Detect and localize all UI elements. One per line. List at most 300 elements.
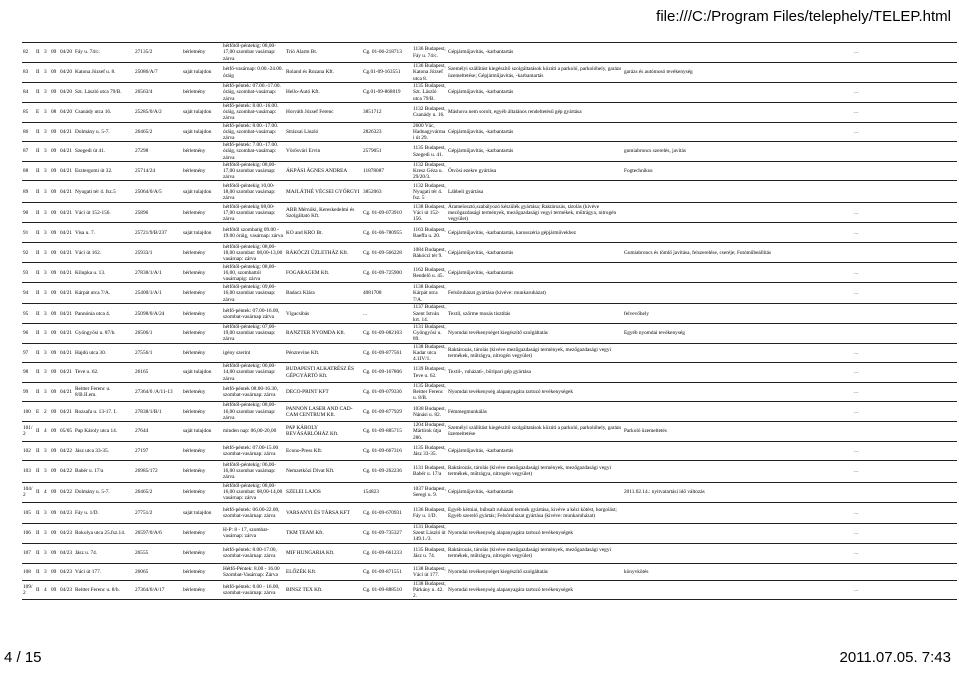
cell-extra — [623, 263, 853, 283]
cell-y: 09 — [50, 422, 59, 442]
cell-id: 102 — [22, 441, 35, 460]
cell-extra: garázs és autómosó tevékenység — [623, 63, 853, 83]
cell-d: 3 — [43, 181, 50, 203]
cell-k: E — [35, 402, 43, 422]
cell-own: bérlemény — [182, 563, 222, 580]
cell-note: ... — [853, 203, 957, 223]
table-row — [22, 422, 957, 442]
page-number: 4 / 15 — [4, 649, 42, 666]
cell-y: 09 — [50, 563, 59, 580]
cell-name: Econo-Press Kft. — [285, 441, 362, 460]
cell-addr: Fáy u. 1/D. — [74, 502, 134, 523]
cell-name: MIF HUNGARIA Kft. — [285, 543, 362, 563]
cell-addr: Babér u. 17/a — [74, 460, 134, 482]
cell-y: 08 — [50, 103, 59, 123]
cell-hours: minden nap: 06,00-20,00 — [222, 422, 285, 442]
cell-k: II — [35, 83, 43, 103]
cell-name: TKM TEAM Kft. — [285, 523, 362, 543]
table-row — [22, 103, 957, 123]
cell-dt: 04/21 — [59, 382, 74, 402]
cell-name: Trió Alarm Bt. — [285, 43, 362, 63]
cell-dt: 04/21 — [59, 402, 74, 422]
cell-hours: hétfőtől-péntekig: 08,00-16,00 szombat: 08,00-14,00 vasárnap: zárva — [222, 482, 285, 502]
cell-reg: Cg. 01-09-725900 — [362, 263, 412, 283]
cell-addr: Pannónia utca 4. — [74, 304, 134, 324]
cell-k: II — [35, 161, 43, 181]
cell-act: Gépjárműjavítás, -karbantartás — [447, 441, 623, 460]
cell-addr: Gyöngyösi u. 87/b. — [74, 324, 134, 344]
cell-hrsz: 27751/2 — [134, 502, 182, 523]
cell-own: saját tulajdon — [182, 103, 222, 123]
cell-name: Hello-Autó Kft. — [285, 83, 362, 103]
table-row — [22, 502, 957, 523]
cell-hrsz: 26506/1 — [134, 324, 182, 344]
cell-name: Badacz Klára — [285, 283, 362, 304]
cell-hrsz: 26165 — [134, 363, 182, 383]
cell-seat: 1138 Budapest, Váci út 152-156. — [413, 203, 446, 223]
cell-seat: 1132 Budapest, Nyugati tér 4. fsz. 5 — [413, 182, 446, 202]
cell-name: Roland és Rozana Kft. — [285, 63, 362, 83]
cell-own: bérlemény — [182, 203, 222, 223]
cell-id: 96 — [22, 324, 35, 344]
cell-extra — [623, 363, 853, 383]
cell-extra — [623, 283, 853, 304]
cell-addr: Hajdú utca 30. — [74, 343, 134, 363]
cell-seat: 1136 Budapest, Katona József utca 8. — [413, 63, 446, 82]
cell-act: Személyi szállítást kiegészítő szolgáltatások közúti a parkoló, parkolóhely, garázs üzemeltetése — [447, 422, 623, 442]
cell-id: 82 — [22, 43, 35, 63]
cell-act: Gépjárműjavítás, -karbantartás — [447, 142, 623, 162]
cell-hrsz: 25064/0/A/5 — [134, 181, 182, 203]
cell-y: 09 — [50, 402, 59, 422]
cell-seat: 1131 Budapest, Szent László út 149.1./3. — [413, 523, 446, 543]
cell-d: 3 — [43, 142, 50, 162]
cell-hrsz: 27197 — [134, 441, 182, 460]
cell-seat: 1132 Budapest, Kresz Géza u. 29/20/3. — [413, 161, 446, 181]
cell-hrsz: 27135/2 — [134, 43, 182, 63]
cell-extra — [623, 382, 853, 402]
cell-hours: hétfőtől-péntekig: 09,00-16,00 szombat vasárnap: zárva — [222, 283, 285, 304]
cell-extra — [623, 460, 853, 482]
cell-reg: Cg. 01-09-082103 — [362, 324, 412, 344]
cell-own: bérlemény — [182, 283, 222, 304]
cell-own: saját tulajdon — [182, 223, 222, 243]
cell-note — [853, 142, 957, 162]
cell-k: II — [35, 343, 43, 363]
cell-act: Textil-, ruházati-, bőripari gép gyártása — [447, 363, 623, 383]
cell-extra — [623, 502, 853, 523]
cell-seat: 1135 Budapest, Szegedi u. 41. — [412, 142, 447, 162]
cell-k: II — [35, 382, 43, 402]
cell-extra — [623, 83, 853, 103]
cell-y: 09 — [50, 363, 59, 383]
cell-hrsz: 26597/0/A/6 — [134, 523, 182, 543]
cell-name: SZELEI LAJOS — [285, 482, 362, 502]
cell-extra: Gumiabroncs és tömlő javítása, felszerelése, cseréje; Futóműbeállítás — [623, 243, 853, 263]
cell-note: ... — [853, 283, 957, 304]
cell-d: 3 — [43, 304, 50, 324]
cell-own: bérlemény — [182, 460, 222, 482]
cell-name: DECO-PRINT KFT — [285, 382, 362, 402]
cell-hours: hétfőtől-péntekig 08,00-17,00 szombat vasárnap: zárva — [222, 203, 285, 223]
cell-y: 09 — [50, 482, 59, 502]
cell-d: 4 — [43, 482, 50, 502]
cell-id: 105 — [22, 502, 35, 523]
cell-name: KO and KRO Bt. — [285, 223, 362, 243]
cell-y: 09 — [50, 263, 59, 283]
cell-seat: 1139 Budapest, Teve u. 62. — [412, 363, 447, 383]
cell-y: 09 — [50, 161, 59, 181]
cell-extra — [623, 181, 853, 203]
cell-own: bérlemény — [182, 382, 222, 402]
cell-reg: Cg. 01-09-877929 — [362, 402, 412, 422]
cell-d: 3 — [43, 543, 50, 563]
cell-addr: Teve u. 62. — [74, 363, 134, 383]
cell-own: bérlemény — [182, 580, 222, 600]
cell-own: bérlemény — [182, 161, 222, 181]
cell-act: Gépjárműjavítás, -karbantartás — [447, 83, 623, 103]
cell-hours: hétfőtől-péntekig: 06,00-16,00 szombat vasárnap: zárva — [222, 460, 285, 482]
cell-seat: 1131 Budapest, Babér u. 17/a — [412, 460, 447, 482]
cell-k: II — [35, 263, 43, 283]
cell-k: II — [35, 63, 43, 83]
cell-d: 4 — [43, 422, 50, 442]
cell-hrsz: 25098/0/A/24 — [134, 304, 182, 324]
table-row — [22, 263, 957, 283]
cell-own: bérlemény — [182, 523, 222, 543]
cell-k: II — [35, 43, 43, 63]
cell-own: bérlemény — [182, 343, 222, 363]
registry-body — [22, 43, 957, 600]
cell-extra: Egyéb nyomdai tevékenység — [623, 324, 853, 344]
cell-extra: Fogtechnikus — [623, 161, 853, 181]
cell-id: 108 — [22, 563, 35, 580]
registry-table — [22, 42, 957, 600]
cell-k: II — [35, 580, 43, 600]
cell-note: ... — [853, 83, 957, 103]
cell-hrsz: 26563/4 — [134, 83, 182, 103]
cell-hrsz: 27364/0 /A/11-13 — [134, 382, 182, 402]
cell-k: II — [35, 482, 43, 502]
cell-act: Gépjárműjavítás, -karbantartás — [447, 43, 623, 63]
cell-note: ... — [853, 263, 957, 283]
cell-id: 85 — [22, 103, 35, 123]
cell-addr: Dolmány u. 5-7. — [74, 482, 134, 502]
cell-addr: Váci út 152-156. — [74, 203, 134, 223]
cell-name: MAJLÁTHÉ VÉCSEI GYÖRGYI — [285, 181, 362, 203]
cell-act: Ötvösi ezekre gyártása — [447, 161, 623, 181]
table-row — [22, 43, 957, 63]
cell-reg: 3851712 — [362, 103, 412, 123]
cell-dt: 04/21 — [59, 223, 74, 243]
cell-act: Gépjárműjavítás, -karbantartás — [447, 482, 623, 502]
cell-note: ... — [853, 523, 957, 543]
print-datetime: 2011.07.05. 7:43 — [839, 649, 951, 666]
cell-reg: Cg. 01-09-667316 — [362, 441, 412, 460]
cell-hours: hétfő-péntek: 07.00.-17.00. óráig, szombat-vasárnap: zárva — [222, 83, 285, 103]
cell-dt: 04/21 — [59, 161, 74, 181]
cell-d: 3 — [43, 122, 50, 142]
cell-d: 2 — [43, 402, 50, 422]
cell-id: 107 — [22, 543, 35, 563]
cell-id: 92 — [22, 243, 35, 263]
cell-y: 09 — [50, 122, 59, 142]
cell-name: BINSZ TEX Kft. — [285, 580, 362, 600]
cell-note: ... — [853, 122, 957, 142]
cell-own: bérlemény — [182, 543, 222, 563]
cell-d: 3 — [43, 203, 50, 223]
cell-addr: Szegedi út 41. — [74, 142, 134, 162]
cell-y: 09 — [50, 63, 59, 83]
cell-dt: 04/23 — [59, 580, 74, 600]
cell-d: 3 — [43, 563, 50, 580]
cell-note: ... — [853, 441, 957, 460]
table-row — [22, 283, 957, 304]
cell-own: saját tulajdon — [182, 502, 222, 523]
cell-addr: Kilupka u. 13. — [74, 263, 134, 283]
cell-extra — [623, 203, 853, 223]
cell-addr: Nyugati tér 4. fsz.5 — [74, 181, 134, 203]
cell-dt: 04/20 — [59, 43, 74, 63]
cell-dt: 04/21 — [59, 343, 74, 363]
cell-y: 09 — [50, 343, 59, 363]
cell-d: 3 — [43, 324, 50, 344]
cell-y: 09 — [50, 203, 59, 223]
cell-own: bérlemény — [182, 304, 222, 324]
cell-own: bérlemény — [182, 324, 222, 344]
cell-act: Nyomdai tevékenység alapanyagára tartozó tevékenységek — [447, 580, 623, 600]
cell-k: II — [35, 543, 43, 563]
cell-dt: 05/05 — [59, 422, 74, 442]
cell-extra: Parkoló üzemeltetés — [623, 422, 853, 442]
cell-extra — [623, 43, 853, 63]
cell-y: 09 — [50, 83, 59, 103]
cell-d: 4 — [43, 580, 50, 600]
cell-own: bérlemény — [182, 441, 222, 460]
cell-reg: 154823 — [362, 482, 412, 502]
cell-name: Vörösvári Ervin — [285, 142, 362, 162]
cell-y: 09 — [50, 43, 59, 63]
cell-id: 91 — [22, 223, 35, 243]
cell-addr: Rozsafa u. 13-17. I. — [74, 402, 134, 422]
cell-act: Nyomdai tevékenységet kiegészítő szolgáltatás — [447, 324, 623, 344]
cell-k: II — [35, 460, 43, 482]
cell-reg: 2826323 — [362, 122, 412, 142]
cell-d: 3 — [43, 63, 50, 83]
cell-act: Nyomdai tevékenység alapanyagára tartozó tevékenységek — [447, 382, 623, 402]
cell-dt: 04/23 — [59, 523, 74, 543]
cell-seat: 1132 Budapest, Csanády u. 16. — [412, 103, 447, 123]
cell-reg: Cg. 01-06-218713 — [362, 43, 412, 63]
table-row — [22, 382, 957, 402]
cell-d: 3 — [43, 460, 50, 482]
cell-k: II — [35, 243, 43, 263]
cell-hrsz: 26555 — [134, 543, 182, 563]
cell-own: bérlemény — [182, 482, 222, 502]
cell-k: II — [35, 563, 43, 580]
table-row — [22, 363, 957, 383]
cell-y: 09 — [50, 181, 59, 203]
cell-note: ... — [853, 460, 957, 482]
table-row — [22, 441, 957, 460]
cell-act: Raktározás, tárolás (kivéve mezőgazdasági termények, mezőgazdasági vegyi termékek, műtrágya, nitrogén vegyület) — [447, 460, 623, 482]
cell-addr: Fáy u. 74/c. — [74, 43, 134, 63]
table-row — [22, 83, 957, 103]
cell-note: ... — [853, 363, 957, 383]
cell-y: 09 — [50, 304, 59, 324]
cell-id: 93 — [22, 263, 35, 283]
cell-dt: 04/21 — [59, 181, 74, 203]
cell-own: bérlemény — [182, 83, 222, 103]
cell-reg: Cg. 01-09-871551 — [362, 563, 412, 580]
cell-extra: könyvkötés — [623, 563, 853, 580]
cell-seat: 1131 Budapest, Gyöngyösi u. 89. — [413, 324, 446, 343]
cell-note: ... — [853, 580, 957, 600]
cell-k: II — [35, 422, 43, 442]
cell-extra — [623, 402, 853, 422]
cell-note — [853, 563, 957, 580]
cell-act: Raktározás, tárolás (kivéve mezőgazdasági termények, mezőgazdasági vegyi termékek, műtrágya, nitrogén vegyület) — [447, 343, 623, 363]
cell-act: Nyomdai tevékenységet kiegészítő szolgáltatás — [447, 563, 623, 580]
cell-own: bérlemény — [182, 263, 222, 283]
cell-dt: 04/21 — [59, 363, 74, 383]
cell-hrsz: 25933/1 — [134, 243, 182, 263]
cell-dt: 04/21 — [59, 122, 74, 142]
cell-name: PANNON LASER AND CAD-CAM CENTRUM Kft. — [285, 402, 362, 422]
cell-extra — [623, 523, 853, 543]
cell-addr: Váci út 177. — [74, 563, 134, 580]
cell-extra — [623, 580, 853, 600]
cell-id: 86 — [22, 122, 35, 142]
cell-own: saját tulajdon — [182, 181, 222, 203]
cell-id: 109/2 — [22, 580, 35, 600]
cell-note: ... — [853, 223, 957, 243]
cell-hours: hétfő-péntek: 07.00-15.00 szombat-vasárnap: zárva — [222, 441, 285, 460]
cell-addr: Pap Károly utca 14. — [74, 422, 134, 442]
table-row — [22, 304, 957, 324]
cell-hrsz: 25285/0/A/2 — [134, 103, 182, 123]
cell-seat: 1038 Budapest, Nánási u. 82. — [412, 402, 447, 422]
cell-y: 09 — [50, 580, 59, 600]
cell-hrsz: 27298 — [134, 142, 182, 162]
cell-dt: 04/21 — [59, 142, 74, 162]
cell-act: Fémmegmunkálás — [447, 402, 623, 422]
table-row — [22, 580, 957, 600]
table-row — [22, 563, 957, 580]
cell-k: II — [35, 203, 43, 223]
cell-k: II — [35, 122, 43, 142]
cell-name: RÁKÓCZI ÜZLETHÁZ Kft. — [285, 243, 362, 263]
cell-note: ... — [853, 502, 957, 523]
cell-hours: hétfő-péntek: 8.00-17.00, szombat-vasárnap: zárva — [222, 543, 285, 563]
cell-name: ELŐZÉK Kft. — [285, 563, 362, 580]
cell-note — [853, 422, 957, 442]
cell-hours: hétfő-péntek: 8.00.-17.00. óráig, szombat-vasárnap: zárva — [222, 122, 285, 142]
cell-d: 3 — [43, 103, 50, 123]
file-path: file:///C:/Program Files/telephely/TELEP.html — [656, 8, 951, 25]
cell-note: ... — [853, 382, 957, 402]
cell-act: Nyomdai tevékenység alapanyagára tartozó tevékenységek — [447, 523, 623, 543]
cell-act: Gépjárműjavítás, -karbantartás — [447, 243, 623, 263]
table-row — [22, 142, 957, 162]
cell-extra — [623, 223, 853, 243]
cell-addr: Szt. László utca 79/B. — [74, 83, 134, 103]
cell-addr: Visa u. 7. — [74, 223, 134, 243]
cell-id: 101/2 — [22, 422, 35, 442]
cell-d: 3 — [43, 363, 50, 383]
cell-seat: 2600 Vác, Hadnagyvármai út 29. — [413, 122, 446, 142]
cell-seat: 1037 Budapest, Seregi u. 9. — [412, 482, 447, 502]
cell-own: bérlemény — [182, 402, 222, 422]
cell-d: 3 — [43, 343, 50, 363]
cell-seat: 1135 Budapest, Jász 33-35. — [412, 441, 447, 460]
cell-hrsz: 27556/1 — [134, 343, 182, 363]
cell-id: 99 — [22, 382, 35, 402]
cell-y: 09 — [50, 142, 59, 162]
cell-addr: Katona József u. 8. — [74, 63, 134, 83]
cell-act: Gépjárműjavítás, -karbantartás, karosszéria gépjárművekhez — [447, 223, 623, 243]
cell-hours: hétfő-péntek: 06.00-22.00, szombat-vasárnap: zárva — [222, 502, 285, 523]
cell-seat: 1162 Budapest, Rendelő u. 45. — [412, 263, 447, 283]
cell-seat: 1084 Budapest, Rákóczi tér 9. — [412, 243, 447, 263]
cell-reg: Cg. 01-09-262236 — [362, 460, 412, 482]
cell-seat: 1163 Budapest, Baeffa u. 20. — [412, 223, 447, 243]
cell-d: 3 — [43, 283, 50, 304]
cell-k: II — [35, 142, 43, 162]
cell-dt: 04/22 — [59, 460, 74, 482]
cell-hours: Hétfő-Péntek: 8.00 - 16.00 Szombat-Vasárnap: Zárva — [222, 563, 285, 580]
cell-hrsz: 25896 — [134, 203, 182, 223]
cell-seat: 1138 Budapest, Párkány u. 42. 2. — [413, 580, 446, 600]
print-footer — [0, 649, 959, 676]
cell-reg: 11878087 — [362, 161, 412, 181]
cell-hours: hétfő-péntek: 8.00.-16.00. óráig, szombat-vasárnap: zárva — [222, 103, 285, 123]
cell-seat: 1135 Budapest, Szt. László utca 79/B. — [413, 83, 446, 102]
cell-y: 09 — [50, 382, 59, 402]
cell-reg: Cg. 01-09-888510 — [362, 580, 412, 600]
cell-dt: 04/23 — [59, 543, 74, 563]
cell-seat: 1135 Budapest, Reitter Ferenc u. 8/B. — [413, 382, 446, 402]
cell-addr: Váci út 162. — [74, 243, 134, 263]
cell-extra: gumiabroncs szerelés, javítás — [623, 142, 853, 162]
cell-hours: hétfő-vasárnap: 0.00.-24.00. óráig — [222, 63, 285, 83]
cell-reg: Cg. 01-09-735327 — [362, 523, 412, 543]
cell-dt: 04/21 — [59, 263, 74, 283]
cell-addr: Dolmány u. 5-7. — [74, 122, 134, 142]
cell-k: II — [35, 502, 43, 523]
cell-act: Áramelosztó,szabályozó készülék gyártása; Raktározás, tárolás (kivéve mezőgazdasági termények, mezőgazdasági vegyi termékek, műtrágya, nitrogén vegyület) — [447, 203, 623, 223]
cell-note: ... — [853, 543, 957, 563]
cell-addr: Reitter Ferenc u. 8/B.II.em. — [74, 382, 134, 402]
cell-seat: 1138 Budapest, Kadar utca 4.1IV/1. — [413, 343, 446, 363]
cell-name: Nemzetközi Divat Kft. — [285, 460, 362, 482]
table-row — [22, 122, 957, 142]
cell-extra — [623, 441, 853, 460]
cell-hrsz: 26065 — [134, 563, 182, 580]
cell-reg: Cg. 01-09-661233 — [362, 543, 412, 563]
cell-hours: hétfő-péntek: 8.00 - 16.00, szombat-vasárnap: zárva — [222, 580, 285, 600]
cell-hours: hétfőtől szombatig 09.00 - 19.00 óráig, vasárnap: zárva — [222, 223, 285, 243]
cell-reg: Cg. 01-06-780955 — [362, 223, 412, 243]
cell-extra — [623, 343, 853, 363]
cell-hrsz: 27838/1/B/1 — [134, 402, 182, 422]
cell-reg: Cg.01-09-868019 — [362, 83, 412, 103]
cell-id: 100 — [22, 402, 35, 422]
cell-id: 88 — [22, 161, 35, 181]
cell-y: 09 — [50, 543, 59, 563]
cell-k: II — [35, 223, 43, 243]
cell-addr: Csanády utca 16. — [74, 103, 134, 123]
